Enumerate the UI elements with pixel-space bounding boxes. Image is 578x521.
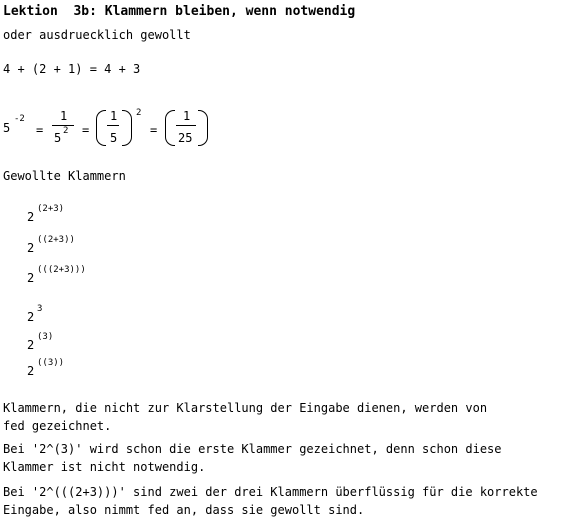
section-label: Gewollte Klammern [3,169,126,183]
right-paren [122,110,132,146]
lesson-subtitle: oder ausdruecklich gewollt [3,28,191,42]
fraction-numerator: 1 [183,109,191,123]
explanation-line: Bei '2^(((2+3)))' sind zwei der drei Klammern überflüssig für die korrekte [3,485,538,499]
power-exponent: 3 [37,304,43,314]
fraction-denominator: 25 [178,131,193,145]
explanation-line: Klammern, die nicht zur Klarstellung der Eingabe dienen, werden von [3,401,488,415]
lesson-title: Lektion 3b: Klammern bleiben, wenn notwendig [3,4,356,19]
power-exponent: (((2+3))) [37,265,86,275]
power-exponent: (2+3) [37,204,65,214]
fraction-numerator: 1 [110,109,118,123]
power-exponent: (3) [37,332,54,342]
power-base: 5 [3,121,11,135]
explanation-line: Bei '2^(3)' wird schon die erste Klammer gezeichnet, denn schon diese [3,442,502,456]
equals-sign: = [82,123,90,137]
left-paren [165,110,175,146]
power-exponent: -2 [14,114,25,124]
paren-exponent: 2 [136,108,142,118]
power-base: 2 [27,338,35,352]
explanation-line: Eingabe, also nimmt fed an, dass sie gewollt sind. [3,503,365,517]
fraction-one-over-25 [176,110,196,146]
explanation-line: Klammer ist nicht notwendig. [3,460,206,474]
power-exponent: ((3)) [37,358,65,368]
fraction-bar [176,125,196,126]
equals-sign: = [150,123,158,137]
equals-sign: = [36,123,44,137]
fraction-one-over-five-squared [52,110,74,146]
power-base: 2 [27,364,35,378]
power-base: 2 [27,210,35,224]
fraction-denominator: 5 [110,131,118,145]
left-paren [96,110,106,146]
power-exponent: ((2+3)) [37,235,75,245]
power-base: 2 [27,310,35,324]
fraction-numerator: 1 [60,109,68,123]
fraction-denominator-base: 5 [54,131,62,145]
fraction-bar [107,125,119,126]
fraction-one-fifth [107,110,119,146]
power-base: 2 [27,241,35,255]
right-paren [198,110,208,146]
power-base: 2 [27,271,35,285]
equation-sum: 4 + (2 + 1) = 4 + 3 [3,62,141,76]
explanation-line: fed gezeichnet. [3,419,112,433]
fraction-denominator-exponent: 2 [63,126,69,136]
